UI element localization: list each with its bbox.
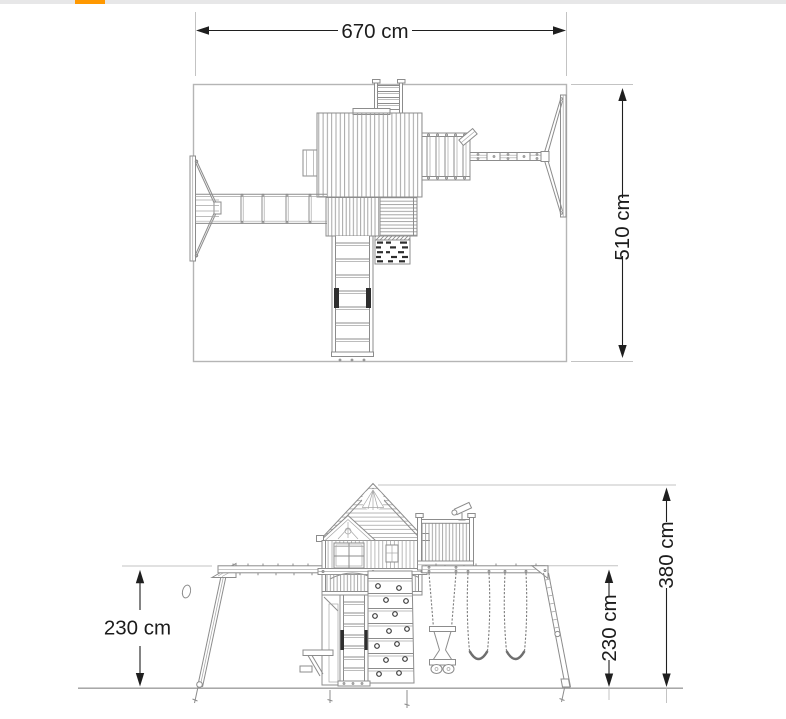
arrow-down-icon bbox=[618, 345, 626, 358]
arrow-up-icon bbox=[662, 488, 670, 502]
belt-swing-2 bbox=[504, 573, 526, 659]
plan-view bbox=[190, 12, 634, 362]
plan-swing-aframe-right bbox=[541, 95, 566, 217]
plan-climbing-wall bbox=[422, 129, 477, 180]
plan-dim-depth bbox=[571, 85, 634, 362]
arrow-up-icon bbox=[136, 570, 144, 584]
house-body bbox=[322, 539, 422, 569]
plan-dim-width bbox=[196, 12, 567, 76]
house-window-left bbox=[334, 543, 364, 568]
glider-swing bbox=[429, 573, 456, 674]
aframe-leg-left bbox=[181, 564, 236, 704]
elevation-dim-beam-height-right-label: 230 cm bbox=[598, 594, 621, 662]
plan-rock-wall bbox=[375, 236, 410, 264]
plan-slide-ladder bbox=[332, 236, 374, 361]
elevation-view bbox=[78, 484, 683, 709]
belt-swing-1 bbox=[467, 573, 489, 659]
arrow-up-icon bbox=[618, 88, 626, 101]
hand-grip bbox=[181, 584, 192, 598]
arrow-down-icon bbox=[662, 674, 670, 688]
plan-swing-beam bbox=[470, 153, 548, 161]
arrow-right-icon bbox=[553, 26, 566, 34]
plan-aframe-left bbox=[190, 156, 221, 261]
arrow-down-icon bbox=[605, 674, 613, 688]
house-roof bbox=[316, 484, 430, 542]
arrow-left-icon bbox=[196, 26, 209, 34]
elevation-dim-overall-height-label: 380 cm bbox=[655, 521, 678, 589]
arrow-down-icon bbox=[136, 673, 144, 687]
rock-wall bbox=[368, 571, 414, 683]
tower-ladder bbox=[340, 595, 368, 685]
balcony bbox=[416, 502, 475, 570]
elevation-dim-beam-height-left-label: 230 cm bbox=[103, 616, 172, 640]
plan-deck bbox=[326, 198, 417, 237]
swing-beam bbox=[422, 564, 548, 579]
aframe-leg-right bbox=[544, 573, 571, 702]
plan-dim-depth-label: 510 cm bbox=[611, 193, 634, 261]
arrow-up-icon bbox=[605, 570, 613, 584]
plan-roof bbox=[303, 109, 422, 198]
house-window-right bbox=[386, 545, 398, 562]
elevation-dim-beam-height-left bbox=[104, 566, 212, 687]
plan-dim-width-label: 670 cm bbox=[341, 20, 409, 43]
